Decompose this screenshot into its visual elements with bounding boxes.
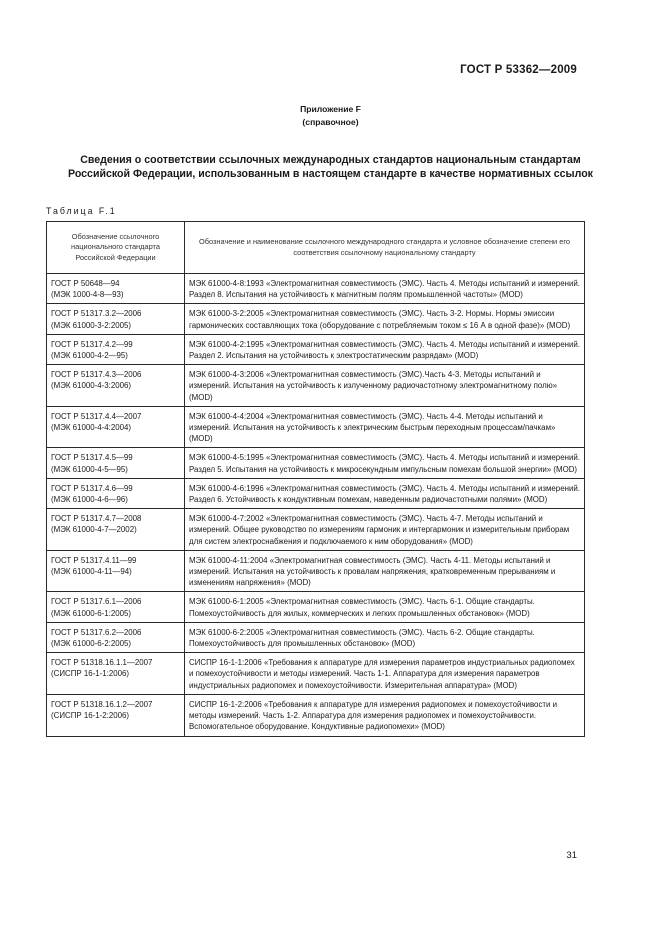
column-header-national: Обозначение ссылочного национального стандарта Российской Федерации	[47, 222, 185, 274]
international-standard-description: МЭК 61000-6-1:2005 «Электромагнитная совместимость (ЭМС). Часть 6-1. Общие стандарты. Помехоустойчивость для жилых, коммерческих и легких промышленных обстановок» (MOD)	[185, 592, 585, 622]
document-id: ГОСТ Р 53362—2009	[460, 64, 577, 76]
international-reference: (МЭК 61000-4-7—2002)	[51, 525, 137, 535]
international-reference: (МЭК 61000-6-2:2005)	[51, 639, 132, 649]
international-standard-description: МЭК 61000-4-4:2004 «Электромагнитная совместимость (ЭМС). Часть 4-4. Методы испытаний и измерений. Испытания на устойчивость к электрическим быстрым переходным процессам/пачкам» (MOD)	[185, 406, 585, 448]
international-standard-description: МЭК 61000-4-11:2004 «Электромагнитная совместимость (ЭМС). Часть 4-11. Методы испытаний и измерений. Испытания на устойчивость к провалам напряжения, кратковременным прерываниям и изменениям напряжения» (MOD)	[185, 550, 585, 592]
international-standard-description: МЭК 61000-4-3:2006 «Электромагнитная совместимость (ЭМС).Часть 4-3. Методы испытаний и измерений. Испытания на устойчивость к излученному радиочастотному электромагнитному полю» (MOD)	[185, 365, 585, 407]
national-standard-cell	[47, 478, 185, 508]
international-reference: (МЭК 1000-4-8—93)	[51, 290, 124, 300]
national-standard-code: ГОСТ Р 51317.4.7—2008	[51, 514, 142, 524]
national-standard-code: ГОСТ Р 51317.6.1—2006	[51, 597, 142, 607]
annex-title: Приложение F	[300, 104, 361, 114]
national-standard-cell	[47, 550, 185, 592]
page-number: 31	[566, 850, 577, 861]
annex-subtitle: (справочное)	[302, 117, 359, 127]
international-standard-description: МЭК 61000-4-6:1996 «Электромагнитная совместимость (ЭМС). Часть 4. Методы испытаний и измерений. Раздел 6. Устойчивость к кондуктивным помехам, наведенным радиочастотными полями» (MOD)	[185, 478, 585, 508]
national-standard-cell	[47, 653, 185, 695]
international-standard-description: МЭК 61000-4-2:1995 «Электромагнитная совместимость (ЭМС). Часть 4. Методы испытаний и измерений. Раздел 2. Испытания на устойчивость к электростатическим разрядам» (MOD)	[185, 334, 585, 364]
international-standard-description: МЭК 61000-4-5:1995 «Электромагнитная совместимость (ЭМС). Часть 4. Методы испытаний и измерений. Раздел 5. Испытания на устойчивость к микросекундным импульсным помехам большой энергии» (MOD)	[185, 448, 585, 478]
international-standard-description: МЭК 61000-4-7:2002 «Электромагнитная совместимость (ЭМС). Часть 4-7. Методы испытаний и измерений. Общее руководство по измерениям гармоник и интергармоник и измерительным приборам для систем электроснабжения и подключаемого к ним оборудования» (MOD)	[185, 509, 585, 551]
table-row	[47, 478, 585, 508]
table-row	[47, 365, 585, 407]
annex-block	[0, 103, 661, 129]
table-caption: Таблица F.1	[46, 206, 117, 216]
national-standard-code: ГОСТ Р 51317.4.4—2007	[51, 411, 142, 421]
table-row	[47, 406, 585, 448]
national-standard-code: ГОСТ Р 51318.16.1.2—2007	[51, 699, 153, 709]
national-standard-cell	[47, 334, 185, 364]
national-standard-cell	[47, 406, 185, 448]
international-reference: (МЭК 61000-4-5—95)	[51, 464, 128, 474]
national-standard-code: ГОСТ Р 51318.16.1.1—2007	[51, 658, 153, 668]
international-reference: (МЭК 61000-4-2—95)	[51, 351, 128, 361]
international-standard-description: МЭК 61000-3-2:2005 «Электромагнитная совместимость (ЭМС). Часть 3-2. Нормы. Нормы эмиссии гармонических составляющих тока (оборудование с потребляемым током ≤ 16 А в одной фазе)» (MOD)	[185, 304, 585, 334]
table-header-row	[47, 222, 585, 274]
national-standard-cell	[47, 592, 185, 622]
international-standard-description: МЭК 61000-4-8:1993 «Электромагнитная совместимость (ЭМС). Часть 4. Методы испытаний и измерений. Раздел 8. Испытания на устойчивость к магнитным полям промышленной частоты» (MOD)	[185, 274, 585, 304]
table-row	[47, 622, 585, 652]
table-row	[47, 550, 585, 592]
table-row	[47, 653, 585, 695]
national-standard-code: ГОСТ Р 51317.4.5—99	[51, 453, 133, 463]
international-standard-description: МЭК 61000-6-2:2005 «Электромагнитная совместимость (ЭМС). Часть 6-2. Общие стандарты. Помехоустойчивость для промышленных обстановок» (MOD)	[185, 622, 585, 652]
national-standard-cell	[47, 448, 185, 478]
table-body	[47, 274, 585, 737]
national-standard-code: ГОСТ Р 51317.3.2—2006	[51, 309, 142, 319]
international-standard-description: СИСПР 16-1-1:2006 «Требования к аппаратуре для измерения параметров индустриальных радиопомех и помехоустойчивости и методы измерений. Часть 1-1. Аппаратура для измерения параметров индустриальных радиопомех и помехоустойчивости. Измерительная аппаратура» (MOD)	[185, 653, 585, 695]
international-standard-description: СИСПР 16-1-2:2006 «Требования к аппаратуре для измерения радиопомех и помехоустойчивости и методы измерений. Часть 1-2. Аппаратура для измерения радиопомех и помехоустойчивости. Вспомогательное оборудование. Кондуктивные радиопомехи» (MOD)	[185, 694, 585, 736]
table-row	[47, 334, 585, 364]
national-standard-cell	[47, 509, 185, 551]
international-reference: (МЭК 61000-4-11—94)	[51, 567, 132, 577]
table-row	[47, 509, 585, 551]
national-standard-code: ГОСТ Р 51317.4.6—99	[51, 483, 133, 493]
table-row	[47, 304, 585, 334]
national-standard-cell	[47, 622, 185, 652]
national-standard-code: ГОСТ Р 51317.6.2—2006	[51, 627, 142, 637]
international-reference: (МЭК 61000-6-1:2005)	[51, 608, 132, 618]
international-reference: (МЭК 61000-3-2:2005)	[51, 320, 132, 330]
international-reference: (СИСПР 16-1-2:2006)	[51, 711, 130, 721]
table-row	[47, 448, 585, 478]
national-standard-cell	[47, 365, 185, 407]
table-row	[47, 274, 585, 304]
national-standard-code: ГОСТ Р 51317.4.2—99	[51, 339, 133, 349]
international-reference: (МЭК 61000-4-6—96)	[51, 495, 128, 505]
section-heading: Сведения о соответствии ссылочных международных стандартов национальным стандартам Российской Федерации, использованным в настоящем стандарте в качестве нормативных ссылок	[68, 154, 593, 180]
international-reference: (МЭК 61000-4-4:2004)	[51, 423, 132, 433]
standards-table	[46, 221, 585, 737]
column-header-international: Обозначение и наименование ссылочного международного стандарта и условное обозначение степени его соответствия ссылочному национальному стандарту	[185, 222, 585, 274]
international-reference: (МЭК 61000-4-3:2006)	[51, 381, 132, 391]
national-standard-code: ГОСТ Р 51317.4.3—2006	[51, 370, 142, 380]
national-standard-code: ГОСТ Р 50648—94	[51, 279, 120, 288]
table-row	[47, 592, 585, 622]
national-standard-cell	[47, 694, 185, 736]
national-standard-code: ГОСТ Р 51317.4.11—99	[51, 555, 137, 565]
international-reference: (СИСПР 16-1-1:2006)	[51, 669, 130, 679]
national-standard-cell	[47, 304, 185, 334]
national-standard-cell	[47, 274, 185, 304]
table-row	[47, 694, 585, 736]
